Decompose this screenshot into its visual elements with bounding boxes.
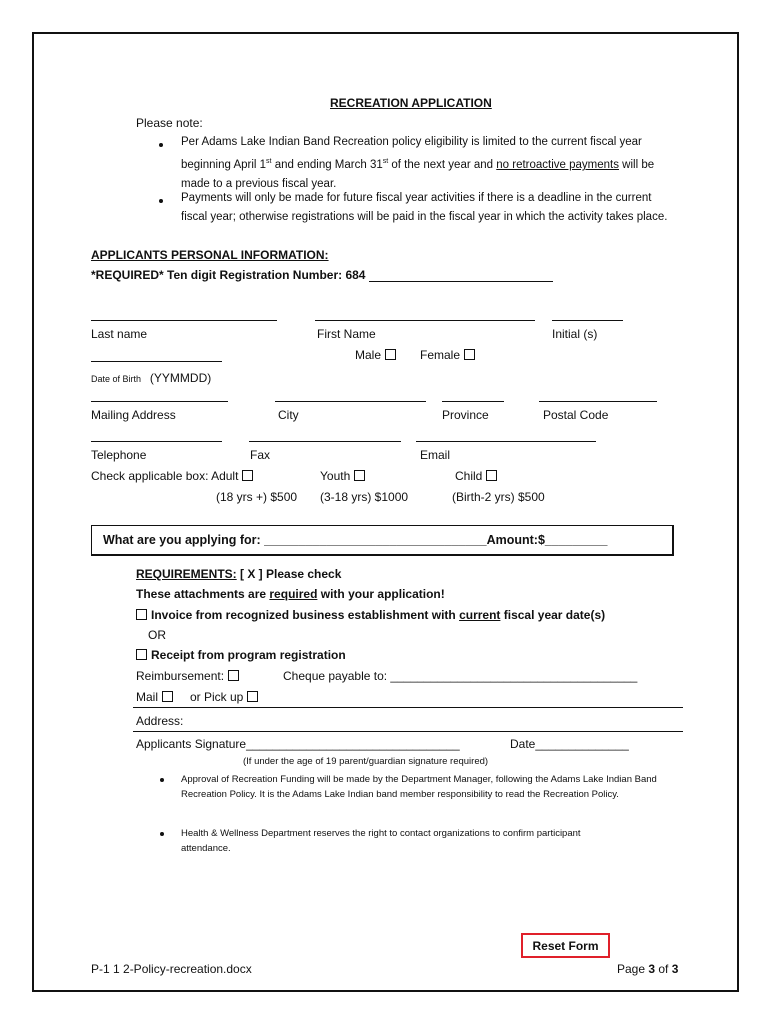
receipt-checkbox[interactable]	[136, 649, 147, 660]
postal-code-label: Postal Code	[543, 408, 609, 422]
invoice-checkbox[interactable]	[136, 609, 147, 620]
bullet	[160, 832, 164, 836]
city-field[interactable]	[275, 401, 426, 402]
address-label: Address:	[136, 714, 184, 728]
note-bullet-2: Payments will only be made for future fiscal year activities if there is a deadline in the current fiscal year; otherwise registrations will be paid in the fiscal year in which the activity takes place.	[181, 192, 668, 223]
note-heading: Please note:	[136, 116, 203, 130]
adult-checkbox[interactable]	[242, 470, 253, 481]
male-option: Male	[355, 348, 396, 362]
reset-form-button[interactable]: Reset Form	[521, 933, 610, 958]
child-price: (Birth-2 yrs) $500	[452, 490, 545, 504]
invoice-option: Invoice from recognized business establishment with current fiscal year date(s)	[136, 608, 605, 622]
province-field[interactable]	[442, 401, 504, 402]
form-title: RECREATION APPLICATION	[330, 96, 492, 110]
postal-code-field[interactable]	[539, 401, 657, 402]
email-label: Email	[420, 448, 451, 462]
address-field[interactable]	[133, 731, 683, 732]
cheque-payable-field[interactable]: _____________________________________	[390, 669, 638, 683]
email-field[interactable]	[416, 441, 596, 442]
pickup-checkbox[interactable]	[247, 691, 258, 702]
reimbursement-option: Reimbursement:	[136, 669, 239, 683]
child-checkbox[interactable]	[486, 470, 497, 481]
page-number: Page 3 of 3	[617, 962, 679, 976]
divider	[133, 707, 683, 708]
signature-field[interactable]: ________________________________	[246, 737, 460, 751]
guardian-note: (If under the age of 19 parent/guardian signature required)	[243, 756, 489, 767]
bullet	[159, 199, 163, 203]
registration-number-field[interactable]	[369, 281, 553, 282]
bullet	[160, 778, 164, 782]
amount-field[interactable]: _________	[544, 533, 608, 547]
attachments-note: These attachments are required with your application!	[136, 587, 445, 601]
telephone-field[interactable]	[91, 441, 222, 442]
note-bullet-1: Per Adams Lake Indian Band Recreation policy eligibility is limited to the current fiscal year beginning April 1st and ending March 31st of the next year and no retroactive payments will be made to a previous fiscal year.	[181, 136, 655, 190]
female-checkbox[interactable]	[464, 349, 475, 360]
fax-field[interactable]	[249, 441, 401, 442]
adult-price: (18 yrs +) $500	[216, 490, 298, 504]
or-text: OR	[148, 628, 166, 642]
bullet	[159, 143, 163, 147]
approval-note: Approval of Recreation Funding will be made by the Department Manager, following the Adams Lake Indian Band Recreation Policy. It is the Adams Lake Indian band member responsibility to read the Recreation Policy.	[181, 774, 657, 800]
last-name-label: Last name	[91, 327, 148, 341]
mail-option: Mail	[136, 690, 173, 704]
personal-info-heading: APPLICANTS PERSONAL INFORMATION:	[91, 248, 329, 262]
dob-label: Date of Birth (YYMMDD)	[91, 371, 212, 385]
signature-line: Applicants Signature________________________________	[136, 737, 460, 751]
adult-option: Check applicable box: Adult	[91, 469, 253, 483]
registration-label: *REQUIRED* Ten digit Registration Number: 684	[91, 268, 366, 282]
reimbursement-checkbox[interactable]	[228, 670, 239, 681]
initials-label: Initial (s)	[552, 327, 598, 341]
city-label: City	[278, 408, 299, 422]
female-option: Female	[420, 348, 475, 362]
youth-price: (3-18 yrs) $1000	[320, 490, 409, 504]
document-filename: P-1 1 2-Policy-recreation.docx	[91, 962, 252, 976]
first-name-label: First Name	[317, 327, 376, 341]
mailing-address-label: Mailing Address	[91, 408, 176, 422]
receipt-option: Receipt from program registration	[136, 648, 346, 662]
mailing-address-field[interactable]	[91, 401, 228, 402]
province-label: Province	[442, 408, 489, 422]
date-field[interactable]: ______________	[535, 737, 629, 751]
fax-label: Fax	[250, 448, 271, 462]
applying-for-field[interactable]: ________________________________	[264, 533, 487, 547]
cheque-line: Cheque payable to: _____________________________________	[283, 669, 638, 683]
youth-checkbox[interactable]	[354, 470, 365, 481]
telephone-label: Telephone	[91, 448, 147, 462]
initials-field[interactable]	[552, 320, 623, 321]
attendance-note: Health & Wellness Department reserves the right to contact organizations to confirm participant attendance.	[181, 828, 581, 854]
youth-option: Youth	[320, 469, 365, 483]
date-line: Date______________	[510, 737, 629, 751]
pickup-option: or Pick up	[190, 690, 258, 704]
child-option: Child	[455, 469, 497, 483]
first-name-field[interactable]	[315, 320, 535, 321]
requirements-line: REQUIREMENTS: [ X ] Please check	[136, 567, 342, 581]
last-name-field[interactable]	[91, 320, 277, 321]
male-checkbox[interactable]	[385, 349, 396, 360]
applying-for-line: What are you applying for: ________________________________Amount:$_________	[103, 533, 608, 547]
date-of-birth-field[interactable]	[91, 361, 222, 362]
mail-checkbox[interactable]	[162, 691, 173, 702]
